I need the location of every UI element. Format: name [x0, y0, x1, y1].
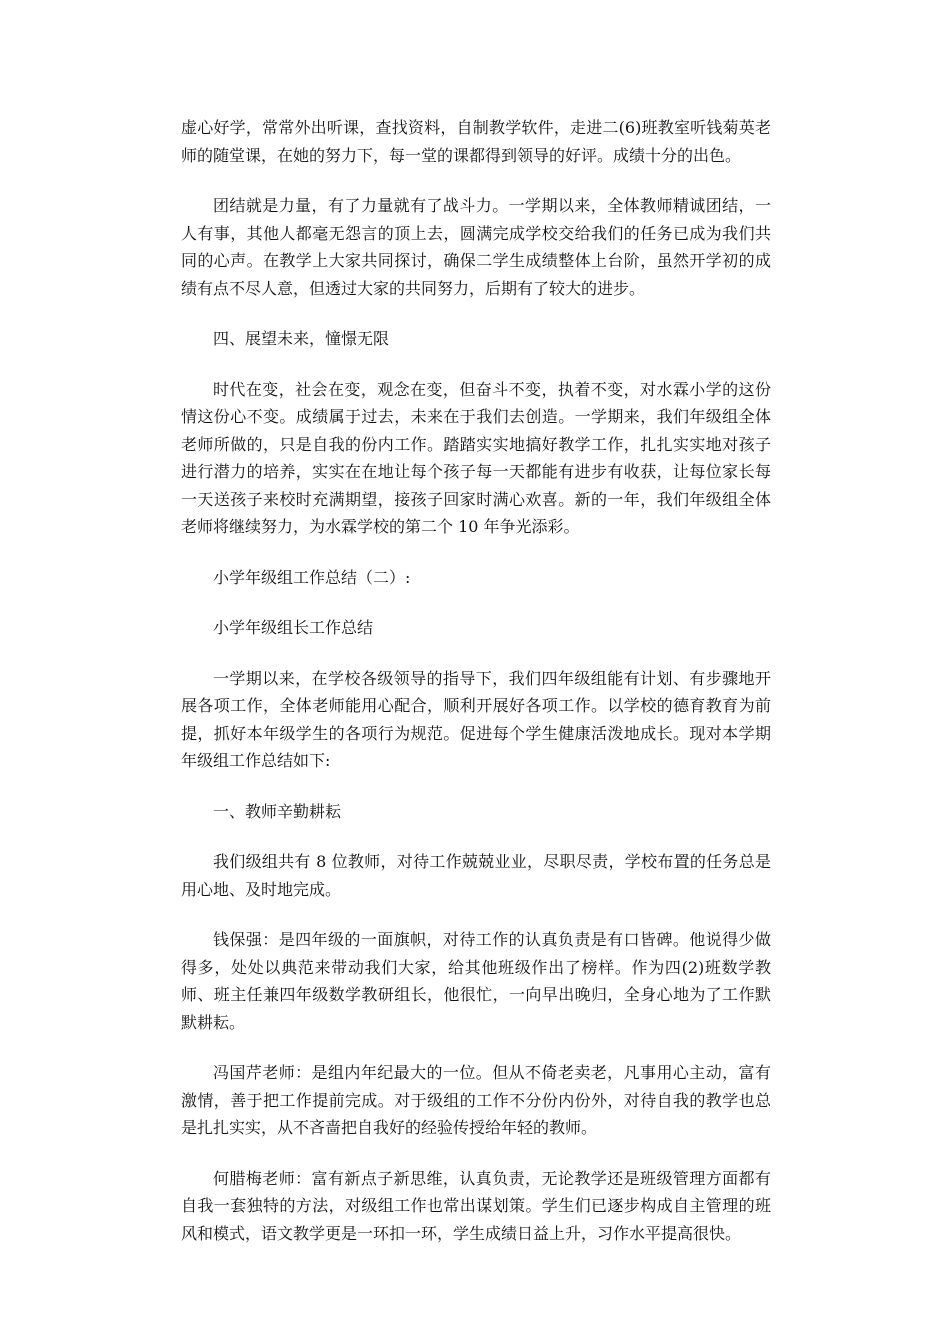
document-subtitle: 小学年级组长工作总结 [213, 618, 374, 637]
paragraph-1: 虚心好学，常常外出听课，查找资料，自制教学软件，走进二(6)班教室听钱菊英老师的随堂课，在她的努力下，每一堂的课都得到领导的好评。成绩十分的出色。 [181, 118, 771, 165]
paragraph-6: 钱保强：是四年级的一面旗帜，对待工作的认真负责是有口皆碑。他说得少做得多，处处以典范来带动我们大家，给其他班级作出了榜样。作为四(2)班数学教师、班主任兼四年级数学教研组长，他很忙，一向早出晚归，全身心地为了工作默默耕耘。 [181, 930, 771, 1032]
paragraph-2: 团结就是力量，有了力量就有了战斗力。一学期以来，全体教师精诚团结，一人有事，其他人都毫无怨言的顶上去，圆满完成学校交给我们的任务已成为我们共同的心声。在教学上大家共同探讨，确保二学生成绩整体上台阶，虽然开学初的成绩有点不尽人意，但透过大家的共同努力，后期有了较大的进步。 [181, 196, 771, 298]
paragraph-5: 我们级组共有 8 位教师，对待工作兢兢业业，尽职尽责，学校布置的任务总是用心地、及时地完成。 [181, 852, 771, 899]
part-two-title: 小学年级组工作总结（二）: [213, 567, 411, 587]
paragraph-4: 一学期以来，在学校各级领导的指导下，我们四年级组能有计划、有步骤地开展各项工作，全体老师能用心配合，顺利开展好各项工作。以学校的德育教育为前提，抓好本年级学生的各项行为规范。促进每个学生健康活泼地成长。现对本学期年级组工作总结如下: [181, 668, 771, 770]
document-body [181, 114, 771, 1270]
paragraph-3: 时代在变，社会在变，观念在变，但奋斗不变，执着不变，对水霖小学的这份情这份心不变。成绩属于过去，未来在于我们去创造。一学期来，我们年级组全体老师所做的，只是自我的份内工作。踏踏实实地搞好教学工作，扎扎实实地对孩子进行潜力的培养，实实在在地让每个孩子每一天都能有进步有收获，让每位家长每一天送孩子来校时充满期望，接孩子回家时满心欢喜。新的一年，我们年级组全体老师将继续努力，为水霖学校的第二个 10 年争光添彩。 [181, 379, 771, 536]
paragraph-8: 何腊梅老师：富有新点子新思维，认真负责，无论教学还是班级管理方面都有自我一套独特的方法，对级组工作也常出谋划策。学生们已逐步构成自主管理的班风和模式，语文教学更是一环扣一环，学生成绩日益上升，习作水平提高很快。 [181, 1168, 771, 1243]
paragraph-7: 冯国芹老师：是组内年纪最大的一位。但从不倚老卖老，凡事用心主动，富有激情，善于把工作提前完成。对于级组的工作不分份内份外，对待自我的教学也总是扎扎实实，从不吝啬把自我好的经验传授给年轻的教师。 [181, 1063, 771, 1137]
section-heading-1: 一、教师辛勤耕耘 [213, 801, 342, 821]
section-heading-4: 四、展望未来，憧憬无限 [213, 329, 390, 348]
